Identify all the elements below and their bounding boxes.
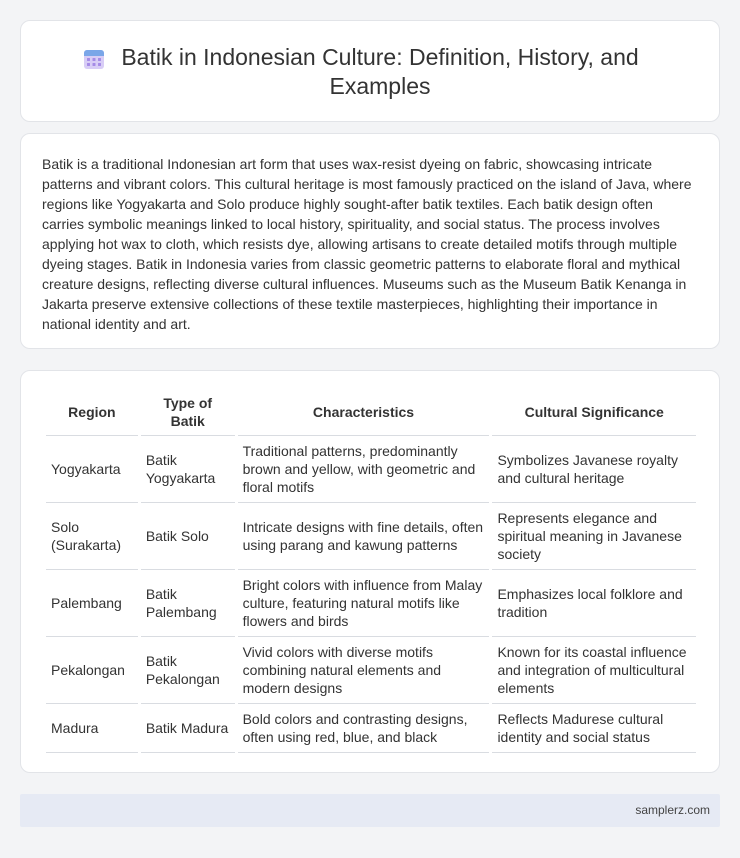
intro-card: [20, 133, 720, 349]
cell-significance: Reflects Madurese cultural identity and social status: [492, 704, 696, 753]
cell-significance: Emphasizes local folklore and tradition: [492, 570, 696, 637]
header-significance: Cultural Significance: [492, 389, 696, 436]
cell-region: Pekalongan: [46, 637, 138, 704]
cell-region: Palembang: [46, 570, 138, 637]
batik-table: [43, 389, 699, 753]
cell-characteristics: Bold colors and contrasting designs, often using red, blue, and black: [238, 704, 490, 753]
table-card: [20, 370, 720, 773]
table-row: [46, 570, 696, 637]
footer-site-link[interactable]: samplerz.com: [635, 803, 710, 817]
table-row: [46, 637, 696, 704]
header-characteristics: Characteristics: [238, 389, 490, 436]
cell-region: Madura: [46, 704, 138, 753]
cell-characteristics: Traditional patterns, predominantly brown and yellow, with geometric and floral motifs: [238, 436, 490, 503]
header-type: Type of Batik: [141, 389, 235, 436]
footer-bar: [20, 794, 720, 827]
title-card: [20, 20, 720, 122]
cell-type: Batik Palembang: [141, 570, 235, 637]
intro-paragraph: Batik is a traditional Indonesian art form that uses wax-resist dyeing on fabric, showcasing intricate patterns and vibrant colors. This cultural heritage is most famously practiced on the island of Java, where regions like Yogyakarta and Solo produce highly sought-after batik textiles. Each batik design often carries symbolic meanings linked to local history, spirituality, and social status. The process involves applying hot wax to cloth, which resists dye, allowing artisans to create detailed motifs through multiple dyeing stages. Batik in Indonesia varies from classic geometric patterns to elaborate floral and mythical creature designs, reflecting diverse cultural influences. Museums such as the Museum Batik Kenanga in Jakarta preserve extensive collections of these textile masterpieces, highlighting their importance in national identity and art.: [42, 156, 692, 332]
header-region: Region: [46, 389, 138, 436]
page-title: Batik in Indonesian Culture: Definition, History, and Examples: [121, 44, 639, 99]
cell-characteristics: Vivid colors with diverse motifs combining natural elements and modern designs: [238, 637, 490, 704]
cell-type: Batik Yogyakarta: [141, 436, 235, 503]
cell-type: Batik Solo: [141, 503, 235, 570]
table-row: [46, 503, 696, 570]
cell-characteristics: Intricate designs with fine details, often using parang and kawung patterns: [238, 503, 490, 570]
cell-type: Batik Pekalongan: [141, 637, 235, 704]
cell-characteristics: Bright colors with influence from Malay culture, featuring natural motifs like flowers and birds: [238, 570, 490, 637]
cell-region: Yogyakarta: [46, 436, 138, 503]
table-row: [46, 704, 696, 753]
cell-type: Batik Madura: [141, 704, 235, 753]
cell-significance: Symbolizes Javanese royalty and cultural heritage: [492, 436, 696, 503]
cell-region: Solo (Surakarta): [46, 503, 138, 570]
cell-significance: Known for its coastal influence and integration of multicultural elements: [492, 637, 696, 704]
table-header-row: [46, 389, 696, 436]
table-row: [46, 436, 696, 503]
cell-significance: Represents elegance and spiritual meaning in Javanese society: [492, 503, 696, 570]
